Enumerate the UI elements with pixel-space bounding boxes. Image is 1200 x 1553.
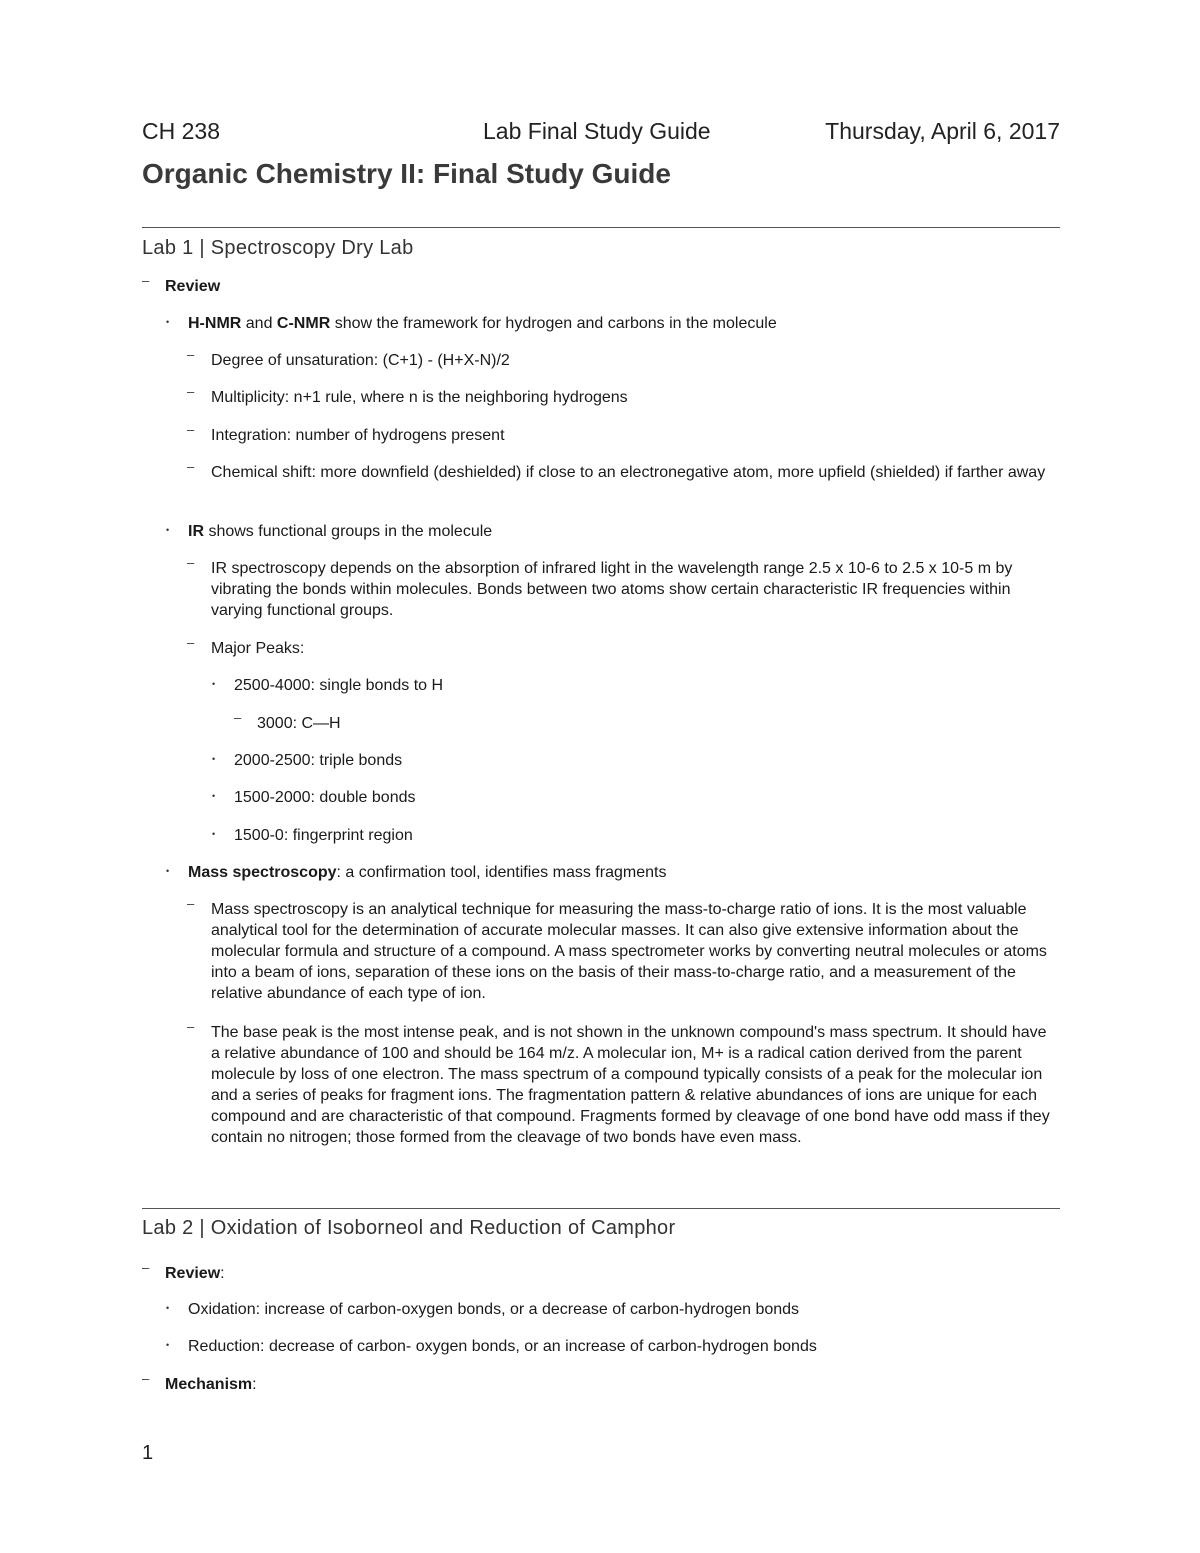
mechanism-label: Mechanism — [165, 1376, 253, 1393]
reduction-item — [166, 1336, 817, 1357]
peak-text: 2500-4000: single bonds to H — [234, 677, 444, 694]
dash-marker: – — [187, 347, 195, 362]
nmr-point-text: Degree of unsaturation: (C+1) - (H+X-N)/2 — [211, 352, 510, 369]
peak-text: 1500-0: fingerprint region — [234, 827, 413, 844]
lab2-heading: Lab 2 | Oxidation of Isoborneol and Reduction of Camphor — [142, 1217, 676, 1239]
mechanism-item — [142, 1371, 257, 1395]
mass-paragraph-text: The base peak is the most intense peak, and is not shown in the unknown compound's mass spectrum. It should have a relative abundance of 100 and should be 164 m/z. A molecular ion, M+ is a radical cation derived from the parent molecule by loss of one electron. The mass spectrum of a compound typically consists of a peak for the molecular ion and a series of peaks for fragment ions. The fragmentation pattern & relative abundances of ions are unique for each compound and are characteristic of that compound. Fragments formed by cleavage of one bond have odd mass if they contain no nitrogen; those formed from the cleavage of two bonds have even mass. — [211, 1024, 1050, 1146]
peak-subitem — [234, 710, 341, 734]
colon: : — [252, 1376, 257, 1393]
dash-marker: – — [187, 635, 195, 650]
dash-marker: – — [142, 1260, 150, 1275]
ir-label: IR — [188, 523, 204, 540]
review-label: Review — [165, 1265, 221, 1282]
review-label: Review — [165, 278, 221, 295]
divider — [142, 1208, 1060, 1209]
lab1-review — [142, 273, 221, 297]
nmr-item — [166, 313, 777, 334]
ir-description — [187, 555, 1056, 621]
bullet-marker: • — [212, 754, 216, 764]
reduction-text: Reduction: decrease of carbon- oxygen bonds, or an increase of carbon-hydrogen bonds — [188, 1338, 817, 1355]
mass-paragraph-text: Mass spectroscopy is an analytical technique for measuring the mass-to-charge ratio of ions. It is the most valuable analytical tool for the determination of accurate molecular masses. It can also give extensive information about the molecular formula and structure of a compound. A mass spectrometer works by converting neutral molecules or atoms into a beam of ions, separation of these ions on the basis of their mass-to-charge ratio, and a measurement of the relative abundance of each type of ion. — [211, 901, 1047, 1002]
nmr-point — [187, 384, 1051, 408]
mass-item — [166, 862, 667, 883]
bullet-marker: • — [166, 866, 170, 876]
bullet-marker: • — [212, 791, 216, 801]
nmr-point — [187, 459, 1051, 483]
dash-marker: – — [187, 422, 195, 437]
dash-marker: – — [187, 1019, 195, 1034]
nmr-point-text: Integration: number of hydrogens present — [211, 427, 505, 444]
bullet-marker: • — [166, 525, 170, 535]
dash-marker: – — [234, 710, 242, 725]
ir-item — [166, 521, 493, 542]
peak-item — [212, 750, 403, 771]
peak-text: 1500-2000: double bonds — [234, 789, 416, 806]
major-peaks — [187, 635, 305, 659]
header-date: Thursday, April 6, 2017 — [825, 118, 1060, 144]
nmr-point-text: Multiplicity: n+1 rule, where n is the neighboring hydrogens — [211, 389, 628, 406]
divider — [142, 227, 1060, 228]
bullet-marker: • — [212, 679, 216, 689]
dash-marker: – — [142, 1371, 150, 1386]
dash-marker: – — [187, 896, 195, 911]
peak-item — [212, 675, 444, 696]
mass-summary: : a confirmation tool, identifies mass fragments — [336, 864, 667, 881]
nmr-and: and — [241, 315, 277, 332]
bullet-marker: • — [166, 1340, 170, 1350]
header-doc-label: Lab Final Study Guide — [483, 118, 711, 144]
h-nmr-label: H-NMR — [188, 315, 242, 332]
dash-marker: – — [187, 555, 195, 570]
nmr-point — [187, 347, 1051, 371]
peak-text: 3000: C—H — [257, 715, 341, 732]
oxidation-text: Oxidation: increase of carbon-oxygen bonds, or a decrease of carbon-hydrogen bonds — [188, 1301, 800, 1318]
ir-summary: shows functional groups in the molecule — [204, 523, 493, 540]
lab1-heading: Lab 1 | Spectroscopy Dry Lab — [142, 237, 414, 259]
nmr-point-text: Chemical shift: more downfield (deshielded) if close to an electronegative atom, more upfield (shielded) if farther away — [211, 464, 1046, 481]
major-peaks-label: Major Peaks: — [211, 640, 305, 657]
page-number: 1 — [142, 1442, 154, 1464]
peak-text: 2000-2500: triple bonds — [234, 752, 403, 769]
lab2-review — [142, 1260, 225, 1284]
page-header — [142, 118, 1060, 148]
mass-paragraph — [187, 1019, 1056, 1148]
course-code: CH 238 — [142, 118, 220, 144]
peak-item — [212, 787, 416, 808]
nmr-point — [187, 422, 1051, 446]
bullet-marker: • — [166, 317, 170, 327]
mass-paragraph — [187, 896, 1056, 1004]
dash-marker: – — [187, 384, 195, 399]
dash-marker: – — [187, 459, 195, 474]
ir-description-text: IR spectroscopy depends on the absorption of infrared light in the wavelength range 2.5 x 10-6 to 2.5 x 10-5 m by vibrating the bonds within molecules. Bonds between two atoms show certain characteristic IR frequencies within varying functional groups. — [211, 560, 1013, 619]
dash-marker: – — [142, 273, 150, 288]
c-nmr-label: C-NMR — [276, 315, 331, 332]
bullet-marker: • — [166, 1303, 170, 1313]
page-title: Organic Chemistry II: Final Study Guide — [142, 158, 671, 189]
mass-label: Mass spectroscopy — [188, 864, 337, 881]
colon: : — [220, 1265, 225, 1282]
nmr-description: show the framework for hydrogen and carbons in the molecule — [330, 315, 777, 332]
peak-item — [212, 825, 413, 846]
oxidation-item — [166, 1299, 800, 1320]
bullet-marker: • — [212, 829, 216, 839]
